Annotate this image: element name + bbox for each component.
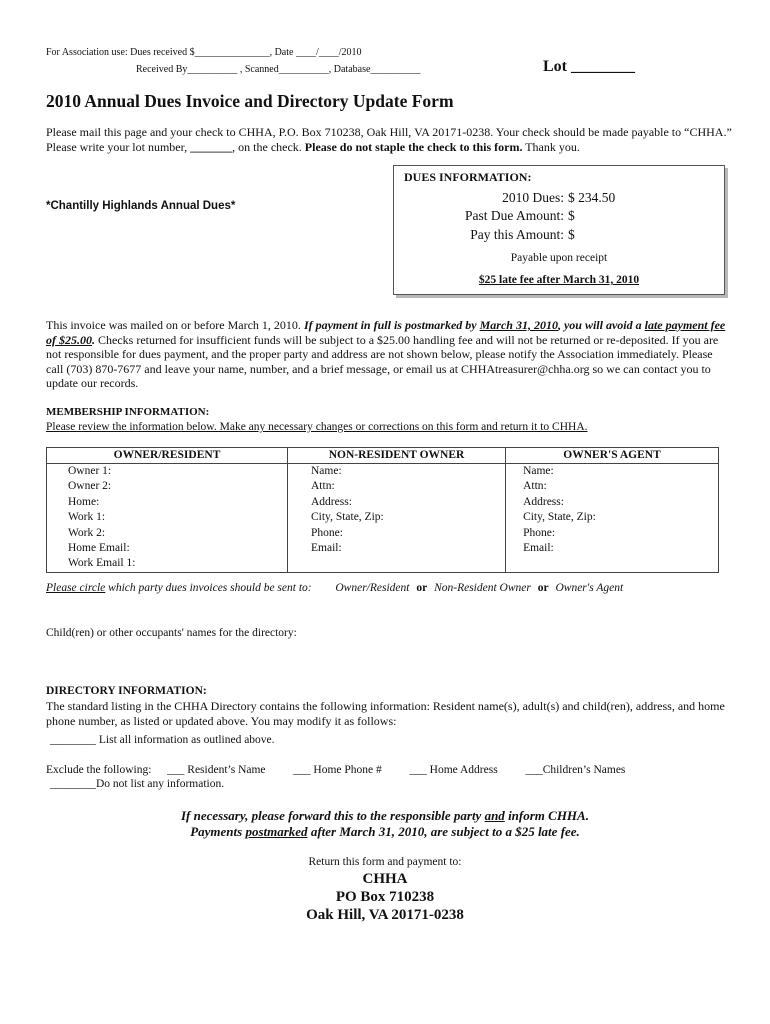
option-non-resident-owner[interactable]: Non-Resident Owner xyxy=(434,582,531,594)
notice-text-1: This invoice was mailed on or before March 1, 2010. xyxy=(46,318,304,332)
dues-information-box xyxy=(393,165,725,295)
mail-text-2: , on the check. xyxy=(232,139,305,154)
directory-header: DIRECTORY INFORMATION: xyxy=(46,685,207,697)
page-title: 2010 Annual Dues Invoice and Directory Update Form xyxy=(46,91,454,111)
exclude-options xyxy=(46,764,625,776)
owner-resident-field: Owner 1: xyxy=(68,465,112,477)
mail-text-3: Thank you. xyxy=(522,139,580,154)
association-dues-label: *Chantilly Highlands Annual Dues* xyxy=(46,200,236,212)
column-header-owner-resident: OWNER/RESIDENT xyxy=(47,448,288,464)
exclude-label: Exclude the following: xyxy=(46,764,152,776)
circle-instruction-underlined: Please circle xyxy=(46,582,106,594)
dues-label-pay-amount: Pay this Amount: xyxy=(470,227,564,242)
notice-deadline: March 31, 2010 xyxy=(479,318,558,332)
agent-field: Attn: xyxy=(523,480,547,493)
notice-emph-1: If payment in full is postmarked by xyxy=(303,318,480,332)
option-owners-agent[interactable]: Owner's Agent xyxy=(555,582,624,594)
return-address-name: CHHA xyxy=(362,871,408,887)
late-payment-notice xyxy=(0,824,770,840)
lot-number-field: Lot ________ xyxy=(543,58,635,75)
mail-text-1: Please mail this page and your check to CHHA, P.O. Box 710238, Oak Hill, VA 20171-0238. Your check should be made payable to “CHHA.” Please write your lot number, xyxy=(46,125,732,154)
notice-late-fee: late payment fee of $25.00 xyxy=(46,318,726,347)
non-resident-field: Attn: xyxy=(311,480,335,493)
return-label: Return this form and payment to: xyxy=(308,856,462,868)
exclude-home-address[interactable]: ___ Home Address xyxy=(409,764,498,776)
exclude-children-names[interactable]: ___Children’s Names xyxy=(525,764,626,776)
circle-instruction: which party dues invoices should be sent to: xyxy=(105,582,312,594)
admin-line-1: For Association use: Dues received $_______________, Date ____/____/2010 xyxy=(46,47,362,58)
late-postmarked: postmarked xyxy=(245,824,308,839)
dues-label-past-due: Past Due Amount: xyxy=(464,208,564,223)
owner-resident-cell xyxy=(47,464,288,573)
owner-resident-field: Work Email 1: xyxy=(68,557,136,570)
no-staple-notice: Please do not staple the check to this form. xyxy=(304,139,523,154)
forward-and: and xyxy=(484,808,505,823)
non-resident-field: Address: xyxy=(311,495,352,508)
owner-resident-field: Home Email: xyxy=(68,541,130,554)
exclude-home-phone[interactable]: ___ Home Phone # xyxy=(293,764,382,776)
or-separator: or xyxy=(537,582,549,594)
non-resident-field: Name: xyxy=(311,465,342,477)
agent-field: Name: xyxy=(523,465,554,477)
non-resident-field: City, State, Zip: xyxy=(311,511,384,524)
notice-emph-2: , you will avoid a xyxy=(557,318,645,332)
invoice-recipient-choice xyxy=(46,582,623,594)
children-occupants-label: Child(ren) or other occupants' names for the directory: xyxy=(46,627,297,639)
directory-description: The standard listing in the CHHA Directory contains the following information: Resident name(s), adult(s) and child(ren), address, and home phone number, as listed or updated above. You may modify it as follows: xyxy=(46,699,725,728)
forward-text-end: inform CHHA. xyxy=(504,808,589,823)
mailing-instructions xyxy=(46,125,736,154)
owner-resident-field: Owner 2: xyxy=(68,480,112,493)
non-resident-field: Phone: xyxy=(311,526,343,539)
membership-table xyxy=(46,447,719,573)
dues-late-fee-note: $25 late fee after March 31, 2010 xyxy=(478,274,640,286)
notice-emph-3: . xyxy=(92,332,95,347)
non-resident-cell xyxy=(288,464,506,573)
membership-header: MEMBERSHIP INFORMATION: xyxy=(46,406,210,418)
notice-text-2: Checks returned for insufficient funds will be subject to a $25.00 handling fee and will not be returned or re-deposited. If you are not responsible for dues payment, and the proper party and address are not shown below, please notify the Association immediately. Please call (703) 870-7677 and leave your name, number, and a brief message, or email us at CHHAtreasurer@chha.org so we can contact you to update our records. xyxy=(46,332,719,390)
exclude-resident-name[interactable]: ___ Resident’s Name xyxy=(167,764,266,776)
dues-label-2010: 2010 Dues: xyxy=(502,190,564,205)
late-text: Payments xyxy=(190,824,246,839)
return-address-city: Oak Hill, VA 20171-0238 xyxy=(306,907,464,923)
non-resident-field: Email: xyxy=(311,541,342,554)
option-owner-resident[interactable]: Owner/Resident xyxy=(335,582,410,594)
admin-line-2: Received By__________ , Scanned__________, Database__________ xyxy=(136,64,421,75)
do-not-list-option[interactable]: ________Do not list any information. xyxy=(50,778,225,790)
list-all-option[interactable]: ________ List all information as outlined above. xyxy=(50,734,275,746)
column-header-agent: OWNER'S AGENT xyxy=(506,448,719,464)
invoice-notice xyxy=(46,318,726,391)
forward-notice xyxy=(0,808,770,824)
agent-field: Phone: xyxy=(523,526,556,539)
dues-value-past-due: $ xyxy=(568,208,575,223)
owner-resident-field: Work 1: xyxy=(68,511,106,524)
dues-header: DUES INFORMATION: xyxy=(404,170,532,184)
or-separator: or xyxy=(416,582,428,594)
owner-resident-field: Home: xyxy=(68,495,100,508)
late-text-end: after March 31, 2010, are subject to a $25 late fee. xyxy=(307,824,580,839)
membership-subheader: Please review the information below. Make any necessary changes or corrections on this form and return it to CHHA. xyxy=(46,421,588,433)
dues-value-2010: $ 234.50 xyxy=(568,190,616,205)
lot-blank: _______ xyxy=(190,139,233,154)
column-header-non-resident: NON-RESIDENT OWNER xyxy=(288,448,506,464)
forward-text: If necessary, please forward this to the responsible party xyxy=(181,808,485,823)
agent-cell xyxy=(506,464,719,573)
owner-resident-field: Work 2: xyxy=(68,526,106,539)
dues-value-pay-amount: $ xyxy=(568,227,575,242)
agent-field: City, State, Zip: xyxy=(523,511,596,524)
agent-field: Email: xyxy=(523,541,554,554)
agent-field: Address: xyxy=(523,495,564,508)
return-address-box: PO Box 710238 xyxy=(335,889,435,905)
dues-payable-note: Payable upon receipt xyxy=(510,252,608,264)
